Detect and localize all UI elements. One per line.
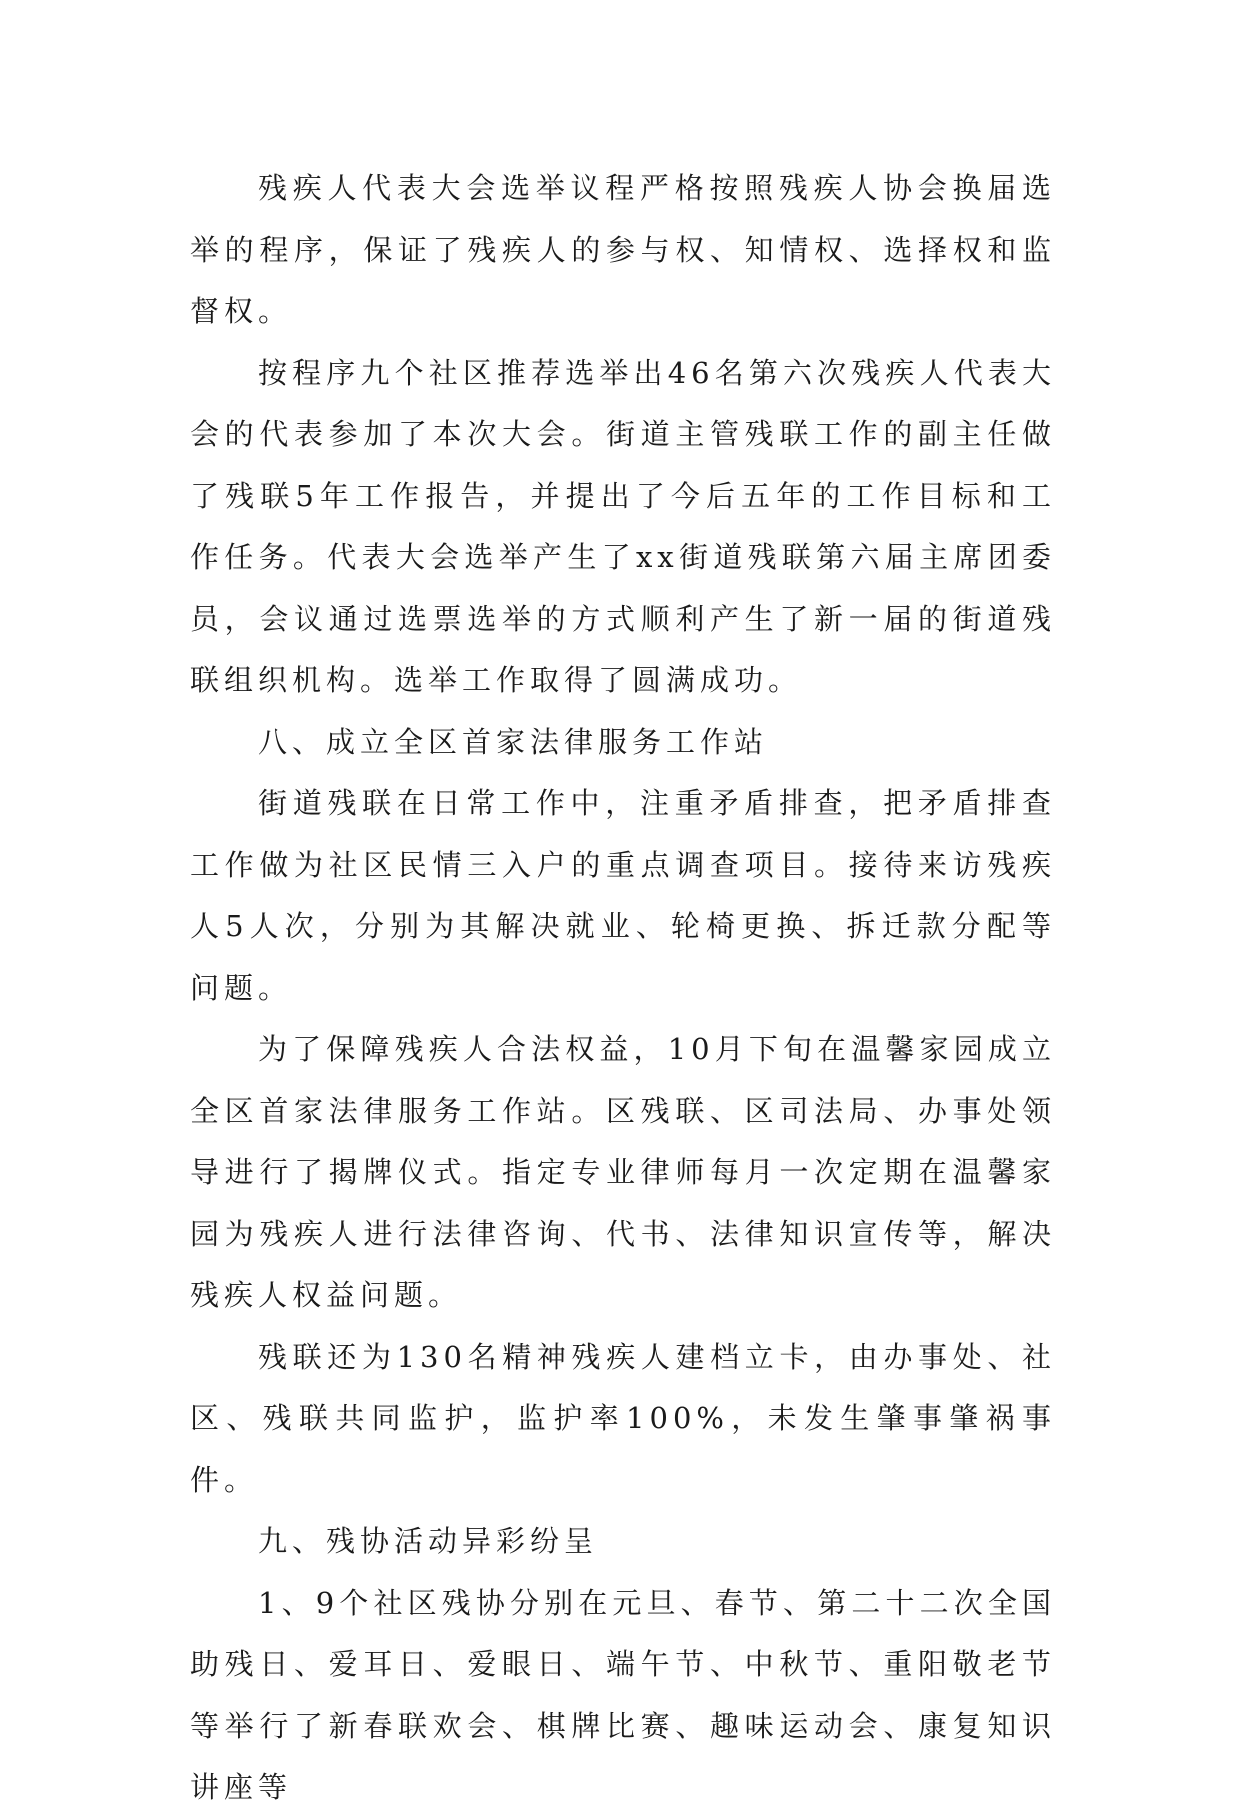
section-heading-activities: 九、残协活动异彩纷呈 (258, 1524, 599, 1558)
paragraph-legal-station: 为了保障残疾人合法权益，10月下旬在温馨家园成立全区首家法律服务工作站。区残联、区司法局、办事处领导进行了揭牌仪式。指定专业律师每月一次定期在温馨家园为残疾人进行法律咨询、代书、法律知识宣传等，解决残疾人权益问题。 (190, 1032, 1056, 1312)
paragraph-election-procedure: 残疾人代表大会选举议程严格按照残疾人协会换届选举的程序，保证了残疾人的参与权、知情权、选择权和监督权。 (190, 171, 1056, 328)
paragraph-community-activities: 1、9个社区残协分别在元旦、春节、第二十二次全国助残日、爱耳日、爱眼日、端午节、中秋节、重阳敬老节等举行了新春联欢会、棋牌比赛、趣味运动会、康复知识讲座等 (190, 1585, 1056, 1804)
section-heading-legal-service: 八、成立全区首家法律服务工作站 (258, 724, 769, 759)
paragraph-representatives: 按程序九个社区推荐选举出46名第六次残疾人代表大会的代表参加了本次大会。街道主管残联工作的副主任做了残联5年工作报告，并提出了今后五年的工作目标和工作任务。代表大会选举产生了xx街道残联第六届主席团委员，会议通过选票选举的方式顺利产生了新一届的街道残联组织机构。选举工作取得了圆满成功。 (190, 355, 1056, 697)
paragraph-conflict-screening: 街道残联在日常工作中，注重矛盾排查，把矛盾排查工作做为社区民情三入户的重点调查项目。接待来访残疾人5人次，分别为其解决就业、轮椅更换、拆迁款分配等问题。 (190, 786, 1056, 1005)
paragraph-mental-disability-care: 残联还为130名精神残疾人建档立卡，由办事处、社区、残联共同监护，监护率100%，未发生肇事肇祸事件。 (190, 1339, 1056, 1497)
document-body (190, 158, 1056, 1819)
